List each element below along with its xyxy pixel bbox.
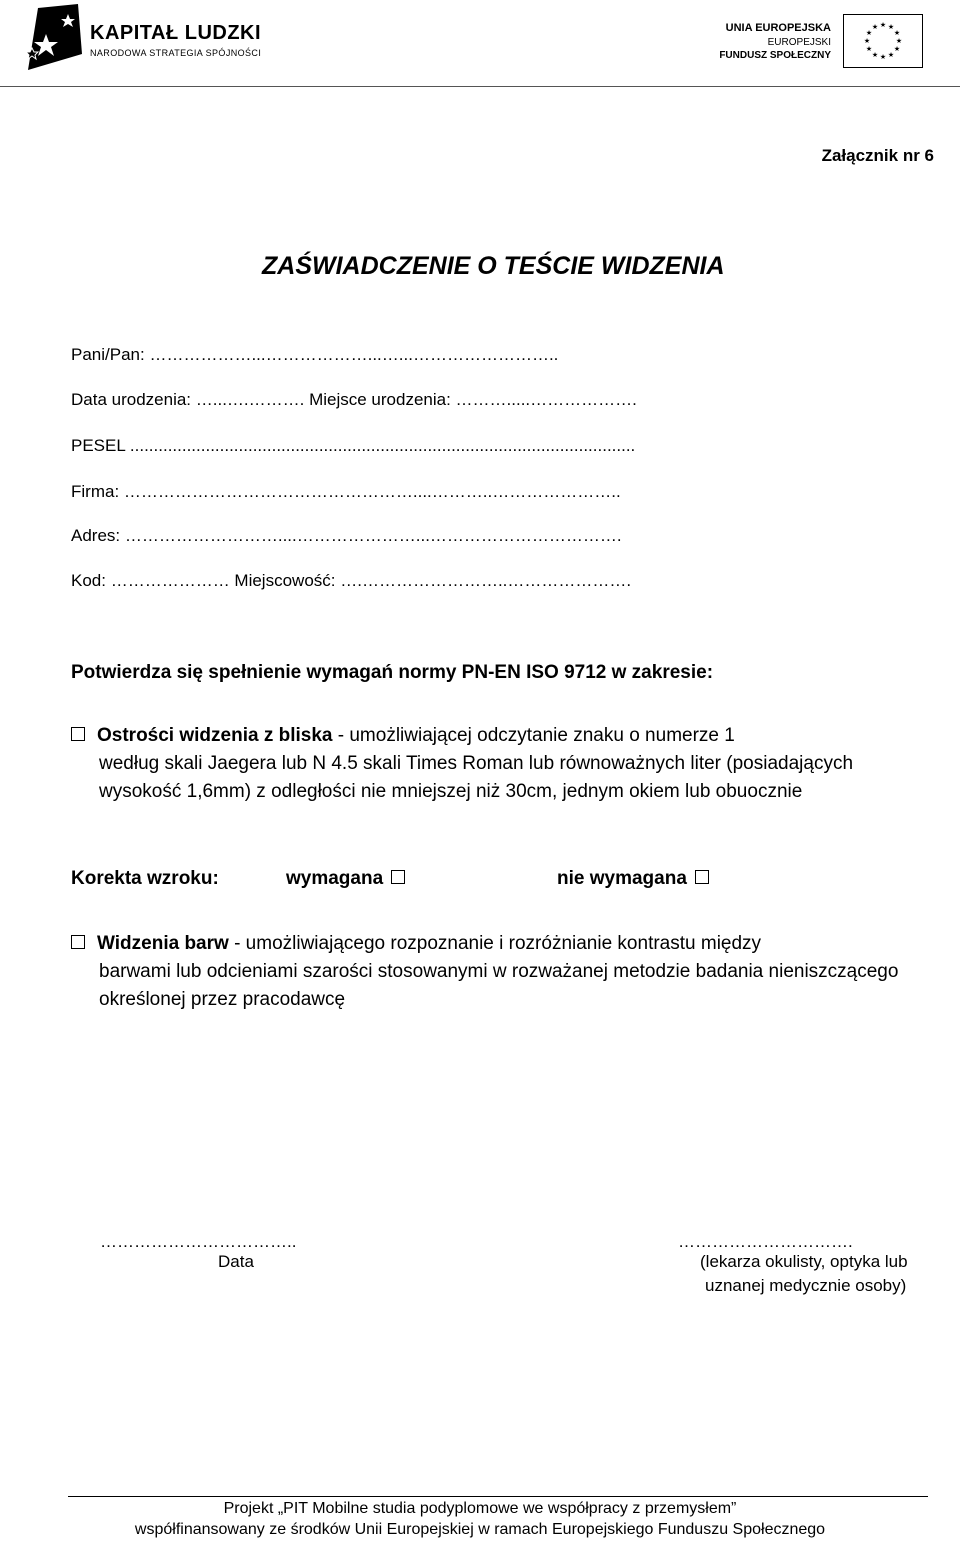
correction-required-checkbox[interactable] [391, 870, 405, 884]
logo-subtitle: NARODOWA STRATEGIA SPÓJNOŚCI [90, 48, 262, 58]
eu-line-3: FUNDUSZ SPOŁECZNY [719, 50, 831, 61]
svg-text:★: ★ [887, 23, 895, 31]
svg-text:★: ★ [865, 45, 873, 53]
header-divider [0, 86, 960, 87]
logo-title: KAPITAŁ LUDZKI [90, 22, 262, 44]
field-name: Pani/Pan: ………………...………………...…...…………………….. [71, 345, 559, 364]
svg-text:★: ★ [863, 37, 871, 45]
eu-line-1: UNIA EUROPEJSKA [725, 22, 831, 34]
svg-text:★: ★ [893, 29, 901, 37]
color-vision-description: barwami lub odcieniami szarości stosowanymi w rozważanej metodzie badania nieniszczącego określonej przez pracodawcę [99, 961, 899, 1010]
footer-divider [68, 1496, 928, 1497]
field-firm: Firma: ……………………………………………....………..………………….. [71, 482, 621, 501]
footer-line-1: Projekt „PIT Mobilne studia podyplomowe we współpracy z przemysłem” [223, 1500, 737, 1517]
correction-not-required-checkbox[interactable] [695, 870, 709, 884]
color-vision-label: Widzenia barw [97, 933, 229, 954]
kapital-ludzki-logo [18, 4, 268, 72]
kapital-ludzki-stars-icon [18, 4, 88, 72]
field-birth: Data urodzenia: …...….………. Miejsce urodzenia: ……….....………………. [71, 390, 637, 409]
svg-text:★: ★ [895, 37, 903, 45]
eu-logo [718, 14, 923, 70]
near-vision-item [71, 722, 901, 750]
confirmation-heading: Potwierdza się spełnienie wymagań normy PN-EN ISO 9712 w zakresie: [71, 662, 714, 683]
document-title: ZAŚWIADCZENIE O TEŚCIE WIDZENIA [262, 252, 725, 280]
svg-text:★: ★ [871, 23, 879, 31]
near-vision-line1: - umożliwiającej odczytanie znaku o numerze 1 [332, 725, 735, 746]
svg-text:★: ★ [887, 51, 895, 59]
field-pesel: PESEL ........................................................................................................... [71, 436, 636, 455]
correction-not-required-option [557, 868, 709, 890]
date-signature-line: …………………………….. [100, 1232, 297, 1251]
footer-line-2: współfinansowany ze środków Unii Europejskiej w ramach Europejskiego Funduszu Społecznego [134, 1521, 826, 1538]
eu-flag-icon [843, 14, 923, 68]
date-label: Data [218, 1252, 254, 1271]
svg-text:★: ★ [879, 53, 887, 61]
correction-required-label: wymagana [286, 868, 384, 889]
svg-text:★: ★ [865, 29, 873, 37]
svg-text:★: ★ [879, 21, 887, 29]
doctor-label-line1: (lekarza okulisty, optyka lub [700, 1252, 908, 1271]
near-vision-label: Ostrości widzenia z bliska [97, 725, 333, 746]
field-address: Adres: ………………………....…………………...……………………………. [71, 526, 622, 545]
correction-not-required-label: nie wymagana [557, 868, 687, 889]
doctor-label-line2: uznanej medycznie osoby) [705, 1276, 907, 1295]
svg-text:★: ★ [893, 45, 901, 53]
near-vision-description: według skali Jaegera lub N 4.5 skali Times Roman lub równoważnych liter (posiadających wysokość 1,6mm) z odległości nie mniejszej niż 30cm, jednym okiem lub obuocznie [99, 753, 854, 802]
annex-label: Załącznik nr 6 [821, 146, 934, 165]
svg-text:★: ★ [871, 51, 879, 59]
color-vision-checkbox[interactable] [71, 935, 85, 949]
doctor-signature-line: …………………………. [678, 1232, 853, 1251]
field-code-city: Kod: ………………… Miejscowość: ….……………………..…………………. [71, 571, 632, 590]
correction-required-option [286, 868, 405, 890]
correction-label: Korekta wzroku: [71, 868, 219, 889]
eu-line-2: EUROPEJSKI [767, 37, 831, 48]
near-vision-checkbox[interactable] [71, 727, 85, 741]
color-vision-line1: - umożliwiającego rozpoznanie i rozróżnianie kontrastu między [228, 933, 762, 954]
color-vision-item [71, 930, 931, 958]
